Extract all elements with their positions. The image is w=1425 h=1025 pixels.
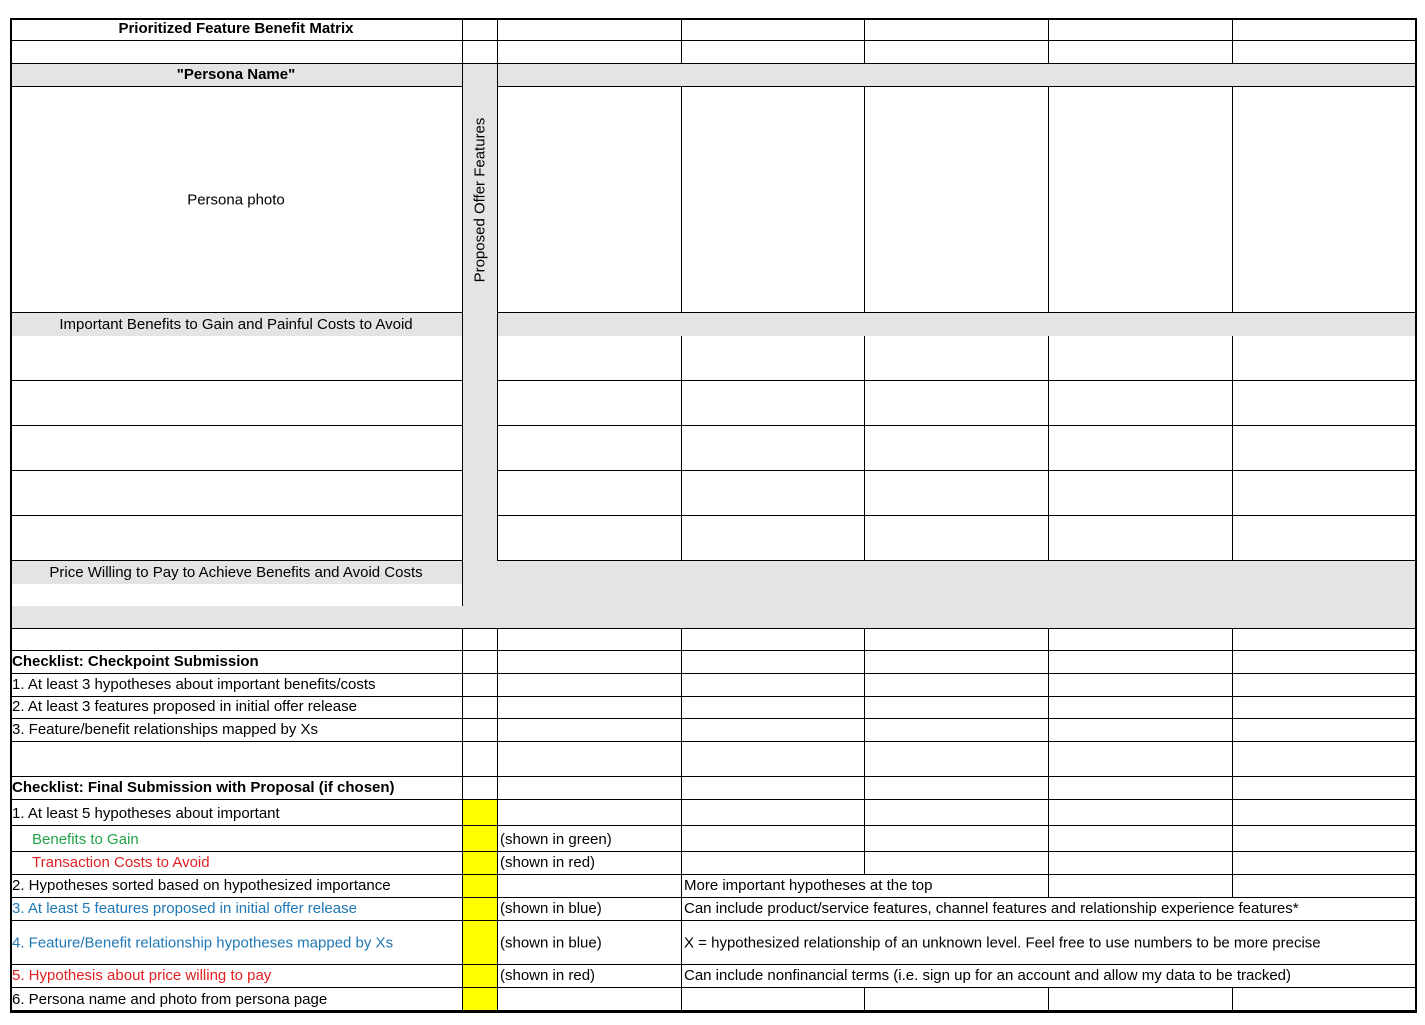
cell-r15-c3[interactable] (682, 674, 865, 697)
cell-r14-c5[interactable] (1049, 651, 1233, 674)
cell-r0-c5[interactable] (1049, 18, 1233, 41)
cell-r0-c4[interactable] (865, 18, 1049, 41)
cell-r0-c1[interactable] (463, 18, 498, 41)
checkpoint-title[interactable] (10, 651, 463, 674)
benefits-header-text: Important Benefits to Gain and Painful Costs to Avoid (59, 316, 413, 333)
cell-r16-c3[interactable] (682, 697, 865, 719)
shown-blue-xs[interactable] (498, 921, 682, 965)
cell-r15-c2[interactable] (498, 674, 682, 697)
cell-r13-c2[interactable] (498, 629, 682, 651)
cell-r16-c4[interactable] (865, 697, 1049, 719)
feature-benefit-matrix-sheet (10, 18, 1417, 1012)
cell-r20-c5[interactable] (1049, 800, 1233, 826)
shown-blue-features[interactable] (498, 898, 682, 921)
cell-r27-c5[interactable] (1049, 988, 1233, 1012)
cell-r17-c5[interactable] (1049, 719, 1233, 742)
benefit-1-feature-1[interactable] (498, 336, 682, 381)
cell-r15-c5[interactable] (1049, 674, 1233, 697)
benefit-1-feature-5[interactable] (1233, 336, 1417, 381)
cell-r20-c2[interactable] (498, 800, 682, 826)
cell-r15-c1[interactable] (463, 674, 498, 697)
final-check-4[interactable] (463, 921, 498, 965)
footnote-left[interactable] (10, 1012, 463, 1013)
cell-r23-c5[interactable] (1049, 875, 1233, 898)
price-band[interactable] (463, 584, 1417, 606)
benefit-2-feature-4[interactable] (1049, 381, 1233, 426)
cell-r18-c3[interactable] (682, 742, 865, 777)
cell-r1-c3[interactable] (682, 41, 865, 64)
feature-header-5[interactable] (1233, 87, 1417, 313)
note-x-text: X = hypothesized relationship of an unknown level. Feel free to use numbers to be more precise (684, 934, 1321, 951)
cell-r0-c6[interactable] (1233, 18, 1417, 41)
shown-red-costs[interactable] (498, 852, 682, 875)
checkpoint-item-2-text: 2. At least 3 features proposed in initial offer release (12, 698, 357, 715)
final-title-text: Checklist: Final Submission with Proposal (if chosen) (12, 779, 395, 796)
checkpoint-item-1-text: 1. At least 3 hypotheses about important benefits/costs (12, 676, 376, 693)
cell-r15-c4[interactable] (865, 674, 1049, 697)
final-check-5[interactable] (463, 965, 498, 988)
benefit-row-5[interactable] (10, 516, 463, 561)
final-item-3-text: 3. At least 5 features proposed in initial offer release (12, 900, 357, 917)
gray-spine-4[interactable] (463, 313, 498, 336)
cell-r19-c5[interactable] (1049, 777, 1233, 800)
benefit-3-feature-1[interactable] (498, 426, 682, 471)
benefit-2-feature-2[interactable] (682, 381, 865, 426)
final-item-5-text: 5. Hypothesis about price willing to pay (12, 967, 272, 984)
feature-header-3[interactable] (865, 87, 1049, 313)
checkpoint-item-1[interactable] (10, 674, 463, 697)
shown-green[interactable] (498, 826, 682, 852)
final-2-c2[interactable] (498, 875, 682, 898)
final-item-2-text: 2. Hypotheses sorted based on hypothesized importance (12, 877, 391, 894)
cell-r16-c2[interactable] (498, 697, 682, 719)
cell-r19-c4[interactable] (865, 777, 1049, 800)
benefit-5-feature-4[interactable] (1049, 516, 1233, 561)
proposed-features-label-cell[interactable] (463, 87, 498, 313)
price-value[interactable] (10, 584, 463, 606)
benefit-4-feature-1[interactable] (498, 471, 682, 516)
cell-r1-c2[interactable] (498, 41, 682, 64)
benefit-2-feature-3[interactable] (865, 381, 1049, 426)
cell-r14-c2[interactable] (498, 651, 682, 674)
benefit-3-feature-2[interactable] (682, 426, 865, 471)
cell-r13-c4[interactable] (865, 629, 1049, 651)
cell-r19-c3[interactable] (682, 777, 865, 800)
final-item-1[interactable] (10, 800, 463, 826)
cell-r1-c0[interactable] (10, 41, 463, 64)
cell-r21-c5[interactable] (1049, 826, 1233, 852)
cell-r13-c6[interactable] (1233, 629, 1417, 651)
benefit-5-feature-1[interactable] (498, 516, 682, 561)
persona-photo[interactable] (10, 87, 463, 313)
benefit-5-feature-5[interactable] (1233, 516, 1417, 561)
checkpoint-item-2[interactable] (10, 697, 463, 719)
note-top-text: More important hypotheses at the top (684, 877, 933, 894)
checkpoint-item-3-text: 3. Feature/benefit relationships mapped by Xs (12, 721, 319, 738)
note-features[interactable] (682, 898, 1417, 921)
benefit-row-2[interactable] (10, 381, 463, 426)
note-x[interactable] (682, 921, 1417, 965)
benefit-1-feature-3[interactable] (865, 336, 1049, 381)
cell-r21-c6[interactable] (1233, 826, 1417, 852)
feature-header-4[interactable] (1049, 87, 1233, 313)
cell-r22-c6[interactable] (1233, 852, 1417, 875)
features-label-top[interactable] (463, 64, 498, 87)
benefit-1-feature-4[interactable] (1049, 336, 1233, 381)
benefits-header-band[interactable] (498, 313, 1417, 336)
final-benefits-text: Benefits to Gain (32, 831, 139, 848)
matrix-title[interactable] (10, 18, 463, 41)
footnote[interactable] (498, 1012, 1233, 1013)
cell-r1-c5[interactable] (1049, 41, 1233, 64)
shown-red-price[interactable] (498, 965, 682, 988)
note-price[interactable] (682, 965, 1417, 988)
persona-name-cell-text: "Persona Name" (176, 66, 296, 83)
cell-r27-c6[interactable] (1233, 988, 1417, 1012)
cell-r18-c1[interactable] (463, 742, 498, 777)
final-item-1-text: 1. At least 5 hypotheses about important (12, 805, 280, 822)
gray-spine-9[interactable] (463, 516, 498, 561)
final-check-costs[interactable] (463, 852, 498, 875)
benefit-2-feature-1[interactable] (498, 381, 682, 426)
final-item-6[interactable] (10, 988, 463, 1012)
cell-r18-c5[interactable] (1049, 742, 1233, 777)
benefit-1-feature-2[interactable] (682, 336, 865, 381)
shown-blue-features-text: (shown in blue) (500, 900, 602, 917)
benefit-4-feature-5[interactable] (1233, 471, 1417, 516)
cell-r18-c2[interactable] (498, 742, 682, 777)
final-costs[interactable] (10, 852, 463, 875)
shown-red-costs-text: (shown in red) (500, 854, 596, 871)
gray-spine-8[interactable] (463, 471, 498, 516)
footnote-right[interactable] (1233, 1012, 1417, 1013)
cell-r22-c5[interactable] (1049, 852, 1233, 875)
final-item-4[interactable] (10, 921, 463, 965)
gray-spine-6[interactable] (463, 381, 498, 426)
persona-photo-text: Persona photo (187, 191, 285, 208)
note-price-text: Can include nonfinancial terms (i.e. sign up for an account and allow my data to be tracked) (684, 967, 1292, 984)
cell-r18-c4[interactable] (865, 742, 1049, 777)
price-header-text: Price Willing to Pay to Achieve Benefits and Avoid Costs (49, 564, 423, 581)
final-costs-text: Transaction Costs to Avoid (32, 854, 210, 871)
final-benefits[interactable] (10, 826, 463, 852)
cell-r13-c1[interactable] (463, 629, 498, 651)
cell-r27-c4[interactable] (865, 988, 1049, 1012)
cell-r22-c4[interactable] (865, 852, 1049, 875)
final-item-2[interactable] (10, 875, 463, 898)
cell-r23-c6[interactable] (1233, 875, 1417, 898)
benefit-5-feature-2[interactable] (682, 516, 865, 561)
final-item-5[interactable] (10, 965, 463, 988)
persona-name-cell[interactable] (10, 64, 463, 87)
gray-spine-5[interactable] (463, 336, 498, 381)
benefit-3-feature-3[interactable] (865, 426, 1049, 471)
cell-r14-c1[interactable] (463, 651, 498, 674)
cell-r19-c2[interactable] (498, 777, 682, 800)
final-check-3[interactable] (463, 898, 498, 921)
feature-header-1[interactable] (498, 87, 682, 313)
cell-r22-c3[interactable] (682, 852, 865, 875)
cell-r15-c6[interactable] (1233, 674, 1417, 697)
cell-r17-c3[interactable] (682, 719, 865, 742)
shown-green-text: (shown in green) (500, 831, 612, 848)
cell-r17-c6[interactable] (1233, 719, 1417, 742)
cell-r1-c1[interactable] (463, 41, 498, 64)
cell-r17-c1[interactable] (463, 719, 498, 742)
cell-r13-c3[interactable] (682, 629, 865, 651)
gray-band-bottom[interactable] (10, 606, 1417, 629)
cell-r20-c3[interactable] (682, 800, 865, 826)
final-check-2[interactable] (463, 875, 498, 898)
benefit-row-4[interactable] (10, 471, 463, 516)
proposed-features-label: Proposed Offer Features (471, 117, 489, 283)
cell-r17-c4[interactable] (865, 719, 1049, 742)
benefit-5-feature-3[interactable] (865, 516, 1049, 561)
cell-r1-c4[interactable] (865, 41, 1049, 64)
benefit-2-feature-5[interactable] (1233, 381, 1417, 426)
benefit-4-feature-2[interactable] (682, 471, 865, 516)
cell-r21-c3[interactable] (682, 826, 865, 852)
cell-r13-c0[interactable] (10, 629, 463, 651)
final-item-3[interactable] (10, 898, 463, 921)
shown-red-price-text: (shown in red) (500, 967, 596, 984)
cell-r14-c3[interactable] (682, 651, 865, 674)
benefit-row-3[interactable] (10, 426, 463, 471)
cell-r27-c2[interactable] (498, 988, 682, 1012)
matrix-title-text: Prioritized Feature Benefit Matrix (118, 20, 354, 37)
final-check-benefits[interactable] (463, 826, 498, 852)
final-check-1[interactable] (463, 800, 498, 826)
benefit-3-feature-5[interactable] (1233, 426, 1417, 471)
benefits-header[interactable] (10, 313, 463, 336)
note-features-text: Can include product/service features, channel features and relationship experience features* (684, 900, 1299, 917)
cell-r21-c4[interactable] (865, 826, 1049, 852)
note-top[interactable] (682, 875, 1049, 898)
final-title[interactable] (10, 777, 463, 800)
cell-r19-c6[interactable] (1233, 777, 1417, 800)
benefit-row-1[interactable] (10, 336, 463, 381)
benefit-3-feature-4[interactable] (1049, 426, 1233, 471)
cell-r20-c4[interactable] (865, 800, 1049, 826)
cell-r0-c2[interactable] (498, 18, 682, 41)
cell-r17-c2[interactable] (498, 719, 682, 742)
final-item-4-text: 4. Feature/Benefit relationship hypotheses mapped by Xs (12, 934, 394, 951)
cell-r20-c6[interactable] (1233, 800, 1417, 826)
price-header-band[interactable] (463, 561, 1417, 584)
cell-r16-c6[interactable] (1233, 697, 1417, 719)
persona-name-band[interactable] (498, 64, 1417, 87)
checkpoint-title-text: Checklist: Checkpoint Submission (12, 653, 259, 670)
benefit-4-feature-3[interactable] (865, 471, 1049, 516)
benefit-4-feature-4[interactable] (1049, 471, 1233, 516)
cell-r19-c1[interactable] (463, 777, 498, 800)
footnote-spacer[interactable] (463, 1012, 498, 1013)
cell-r1-c6[interactable] (1233, 41, 1417, 64)
cell-r14-c4[interactable] (865, 651, 1049, 674)
cell-r0-c3[interactable] (682, 18, 865, 41)
checkpoint-item-3[interactable] (10, 719, 463, 742)
cell-r18-c0[interactable] (10, 742, 463, 777)
cell-r18-c6[interactable] (1233, 742, 1417, 777)
cell-r16-c1[interactable] (463, 697, 498, 719)
cell-r14-c6[interactable] (1233, 651, 1417, 674)
final-item-6-text: 6. Persona name and photo from persona page (12, 991, 328, 1008)
shown-blue-xs-text: (shown in blue) (500, 934, 602, 951)
final-check-6[interactable] (463, 988, 498, 1012)
cell-r27-c3[interactable] (682, 988, 865, 1012)
feature-header-2[interactable] (682, 87, 865, 313)
price-header[interactable] (10, 561, 463, 584)
cell-r13-c5[interactable] (1049, 629, 1233, 651)
cell-r16-c5[interactable] (1049, 697, 1233, 719)
gray-spine-7[interactable] (463, 426, 498, 471)
